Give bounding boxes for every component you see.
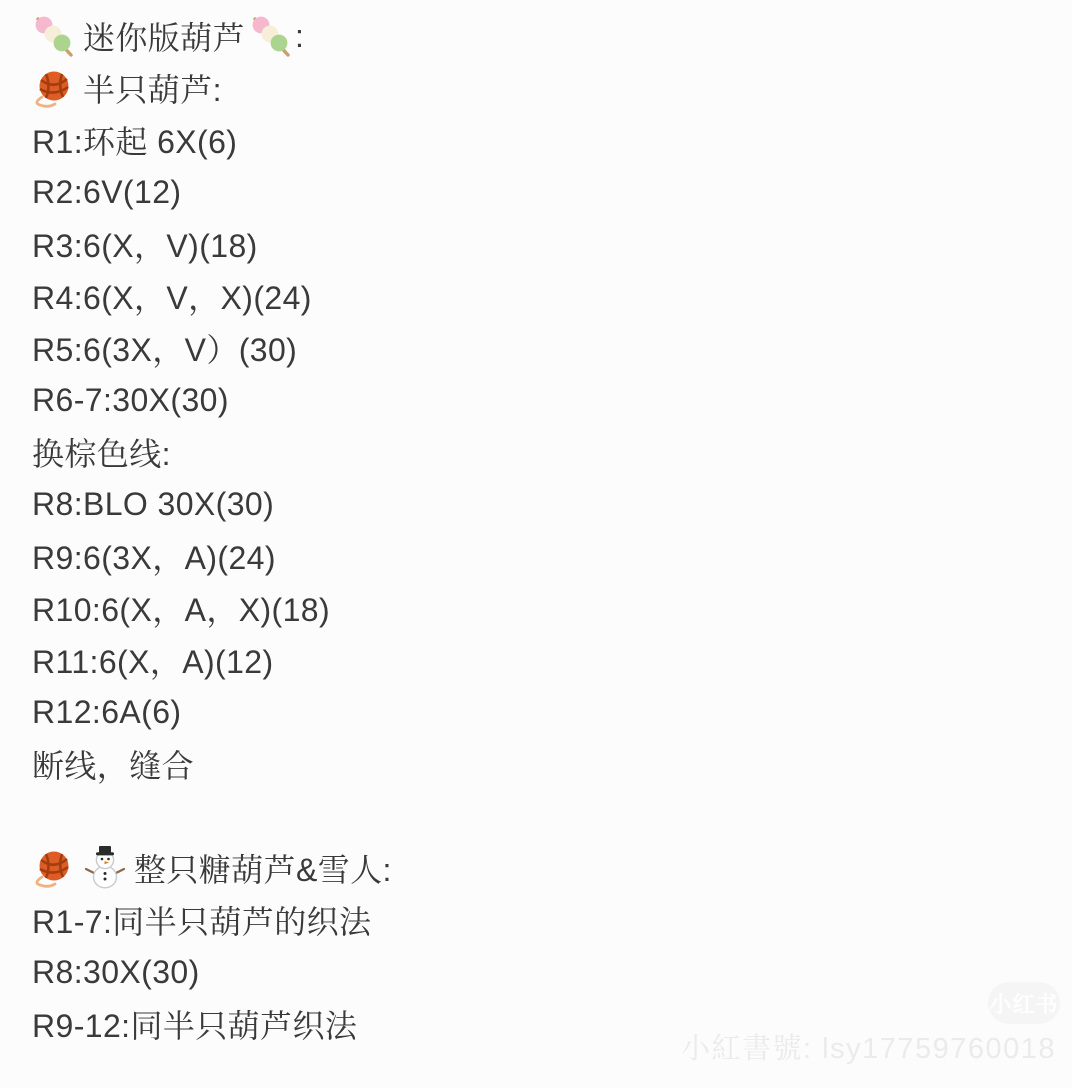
pattern-line-text: 断线，缝合 [32,748,195,784]
yarn-icon [32,845,76,891]
pattern-line [32,738,1072,790]
pattern-line-text: R9-12:同半只葫芦织法 [32,1008,358,1044]
pattern-line [32,530,1072,582]
pattern-line-text: 换棕色线: [32,436,171,472]
pattern-line-text: R9:6(3X，A)(24) [32,540,276,576]
pattern-line [32,686,1072,738]
pattern-line [32,894,1072,946]
yarn-icon [32,65,76,111]
xiaohongshu-badge-label: 小红书 [989,991,1059,1017]
dango-icon [249,13,293,59]
blank-line [32,790,1072,842]
pattern-line-text: 整只糖葫芦&雪人: [134,852,392,888]
xiaohongshu-badge [988,982,1060,1024]
pattern-line [32,166,1072,218]
pattern-line [32,634,1072,686]
pattern-line-text: R1-7:同半只葫芦的织法 [32,904,372,940]
pattern-line [32,374,1072,426]
pattern-line [32,426,1072,478]
pattern-line-text: R1:环起 6X(6) [32,124,238,160]
pattern-line [32,582,1072,634]
pattern-line-text: R6-7:30X(30) [32,381,229,418]
pattern-line-text: R11:6(X，A)(12) [32,644,274,680]
pattern-line-text: R5:6(3X，V）(30) [32,332,298,368]
pattern-line [32,478,1072,530]
pattern-line-tail: : [295,17,305,54]
pattern-line-text: R8:BLO 30X(30) [32,485,275,522]
pattern-line-text: R8:30X(30) [32,953,200,990]
pattern-line [32,270,1072,322]
pattern-line-text: 迷你版葫芦 [83,20,246,56]
pattern-line [32,114,1072,166]
dango-icon [32,13,76,59]
pattern-line [32,218,1072,270]
pattern-line [32,842,1072,894]
watermark-text: 小紅書號: lsy17759760018 [681,1033,1056,1065]
pattern-line [32,946,1072,998]
pattern-line [32,62,1072,114]
pattern-line [32,322,1072,374]
pattern-line-text: R3:6(X，V)(18) [32,228,258,264]
pattern-line-text: R10:6(X，A，X)(18) [32,592,331,628]
pattern-line-text: 半只葫芦: [83,72,222,108]
pattern-line-text: R4:6(X，V，X)(24) [32,280,312,316]
pattern-line-text: R2:6V(12) [32,173,182,210]
pattern-line [32,10,1072,62]
snowman-icon [83,845,127,891]
pattern-line-text: R12:6A(6) [32,693,182,730]
